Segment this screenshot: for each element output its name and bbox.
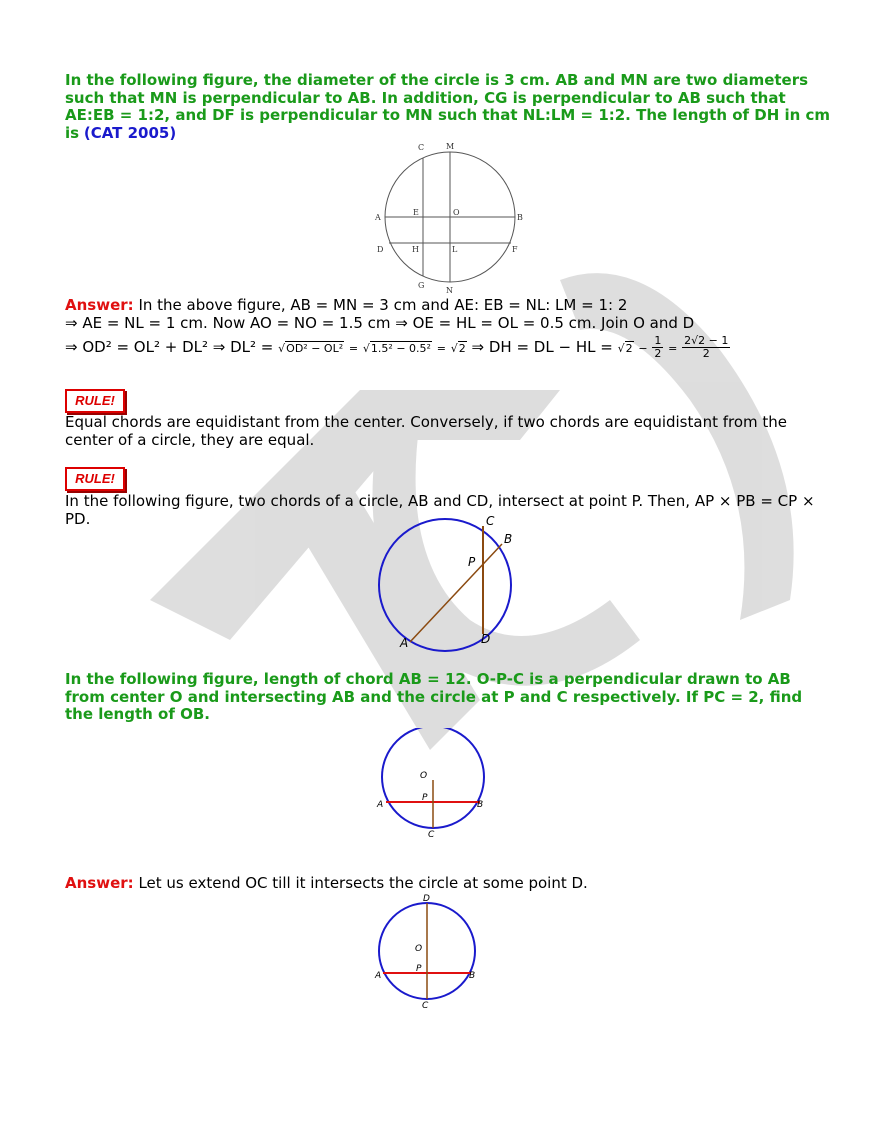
label: B xyxy=(504,532,513,546)
question-1-source: (CAT 2005) xyxy=(83,123,177,142)
math-minus: − xyxy=(638,342,648,355)
radical: 2 xyxy=(458,342,466,355)
label: C xyxy=(418,143,425,152)
answer-1 xyxy=(65,297,835,360)
math-eq: = xyxy=(668,342,678,355)
label: O xyxy=(420,771,428,781)
fraction: $\frac{1}{2}$ xyxy=(654,334,662,360)
answer-2 xyxy=(65,875,835,893)
fraction: $\frac{2√2 - 1}{2}$ xyxy=(684,334,729,360)
answer-label: Answer: xyxy=(65,296,134,314)
math-text: ⇒ OD² = OL² + DL² ⇒ DL² = xyxy=(65,338,274,356)
rule-badge: RULE! xyxy=(65,467,125,491)
figure-intersecting-chords xyxy=(370,512,525,652)
radical: 2 xyxy=(625,342,633,355)
label: B xyxy=(469,971,476,981)
label: A xyxy=(375,213,381,222)
label: A xyxy=(377,800,384,810)
label: C xyxy=(486,514,495,528)
answer-label: Answer: xyxy=(65,874,134,892)
answer-line-1: In the above figure, AB = MN = 3 cm and AE: EB = NL: LM = 1: 2 xyxy=(138,296,628,314)
figure-perpendicular xyxy=(372,728,497,838)
circle xyxy=(379,519,511,651)
radical: 1.5² − 0.5² xyxy=(370,342,431,355)
rule-2-text: In the following figure, two chords of a circle, AB and CD, intersect at point P. Then, AP × PB = CP × PD. xyxy=(65,492,815,528)
math-text: ⇒ DH = DL − HL = xyxy=(471,338,613,356)
label: C xyxy=(422,1001,429,1011)
figure-diameters xyxy=(370,140,530,295)
answer-line-3: ⇒ OD² = OL² + DL² ⇒ DL² = √OD² − OL² = √1.5² − 0.5² = √2 ⇒ DH = DL − HL = √2 − $\frac{1}{2}$ = $\frac{2√2 - 1}{2}$ xyxy=(65,334,729,360)
label: N xyxy=(446,286,453,295)
label: P xyxy=(468,555,476,569)
question-1-text: In the following figure, the diameter of the circle is 3 cm. AB and MN are two diameters such that MN is perpendicular to AB. In addition, CG is perpendicular to AB such that AE:EB = 1:2, and DF is perpendicular to MN such that NL:LM = 1:2. The length of DH in cm is xyxy=(65,71,831,142)
label: D xyxy=(481,632,491,646)
label: D xyxy=(377,245,384,254)
label: P xyxy=(416,964,422,974)
figure-extended-diameter xyxy=(372,893,482,1011)
label: E xyxy=(413,208,419,217)
label: A xyxy=(375,971,382,981)
label: D xyxy=(423,894,430,904)
label: C xyxy=(428,830,435,838)
label: H xyxy=(412,245,419,254)
question-2: In the following figure, length of chord AB = 12. O-P-C is a perpendicular drawn to AB from center O and intersecting AB and the circle at P and C respectively. If PC = 2, find the length of OB. xyxy=(65,670,803,723)
rule-badge: RULE! xyxy=(65,389,125,413)
answer-2-text: Let us extend OC till it intersects the circle at some point D. xyxy=(138,874,588,892)
answer-line-2: ⇒ AE = NL = 1 cm. Now AO = NO = 1.5 cm ⇒ OE = HL = OL = 0.5 cm. Join O and D xyxy=(65,313,695,332)
label: G xyxy=(418,281,425,290)
math-eq: = xyxy=(348,342,359,355)
label: B xyxy=(517,213,523,222)
question-1 xyxy=(65,72,835,142)
label: F xyxy=(512,245,518,254)
radical: OD² − OL² xyxy=(286,342,344,355)
label: L xyxy=(452,245,458,254)
label: M xyxy=(446,142,455,151)
chord-ab xyxy=(410,544,502,642)
label: O xyxy=(415,944,423,954)
rule-1-text: Equal chords are equidistant from the center. Conversely, if two chords are equidistant from the center of a circle, they are equal. xyxy=(65,413,788,449)
label: P xyxy=(422,793,428,803)
label: O xyxy=(453,208,460,217)
math-eq: = xyxy=(436,342,446,355)
label: A xyxy=(400,636,409,650)
label: B xyxy=(477,800,484,810)
